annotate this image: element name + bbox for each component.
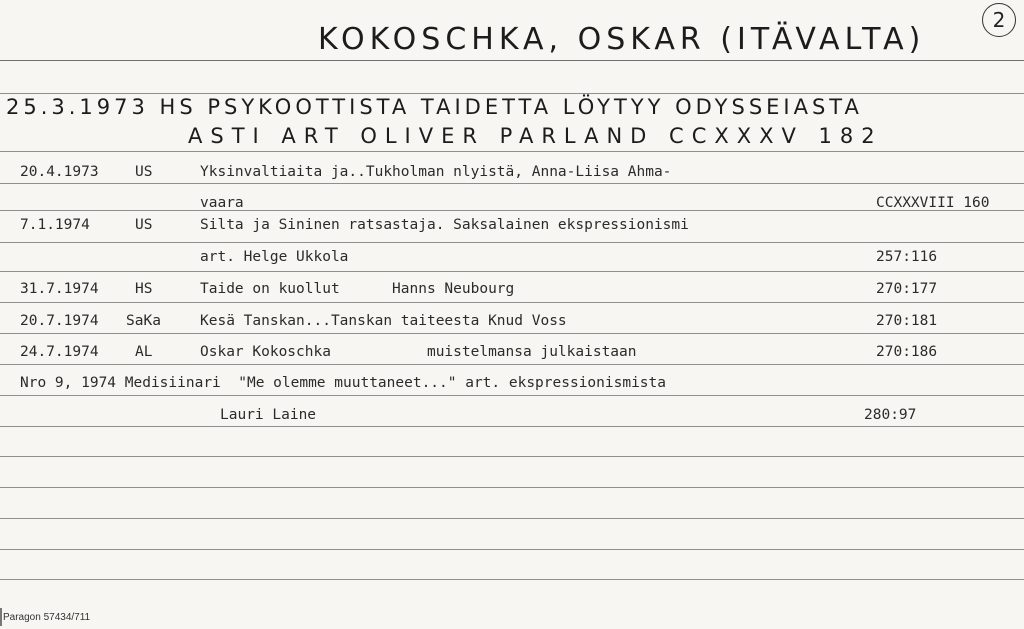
entry-source: US xyxy=(135,164,153,180)
entry-date: 31.7.1974 xyxy=(20,281,99,297)
ruled-line xyxy=(0,242,1024,243)
ruled-line xyxy=(0,487,1024,488)
card-number-badge: 2 xyxy=(982,3,1016,37)
ruled-line xyxy=(0,456,1024,457)
entry-author: Lauri Laine xyxy=(220,407,317,423)
entry-date: 24.7.1974 xyxy=(20,344,99,360)
entry-text: Yksinvaltiaita ja..Tukholman nlyistä, Anna-Liisa Ahma- xyxy=(200,164,672,180)
entry-source: AL xyxy=(135,344,153,360)
ruled-line xyxy=(0,302,1024,303)
entry-ref: 257:116 xyxy=(876,249,938,265)
entry-source: HS xyxy=(135,281,153,297)
entry-ref: 270:181 xyxy=(876,313,938,329)
printer-imprint: Paragon 57434/711 xyxy=(3,612,91,623)
ruled-line xyxy=(0,579,1024,580)
entry-source: US xyxy=(135,217,153,233)
entry-text: Kesä Tanskan...Tanskan taiteesta Knud Voss xyxy=(200,313,567,329)
entry-text: Silta ja Sininen ratsastaja. Saksalainen ekspressionismi xyxy=(200,217,689,233)
ruled-line xyxy=(0,183,1024,184)
ruled-line xyxy=(0,518,1024,519)
entry-date: 20.4.1973 xyxy=(20,164,99,180)
entry-ref: 270:186 xyxy=(876,344,938,360)
ruled-line xyxy=(0,210,1024,211)
ruled-line xyxy=(0,333,1024,334)
entry-source: SaKa xyxy=(126,313,161,329)
ruled-line xyxy=(0,151,1024,152)
entry-text: Oskar Kokoschka muistelmansa julkaistaan xyxy=(200,344,637,360)
entry-ref: 270:177 xyxy=(876,281,938,297)
entry-text: vaara xyxy=(200,195,244,211)
handwritten-entry-line-2: ASTI ART OLIVER PARLAND CCXXXV 182 xyxy=(188,124,883,148)
ruled-line xyxy=(0,93,1024,94)
entry-text: Taide on kuollut Hanns Neubourg xyxy=(200,281,515,297)
entry-date: 20.7.1974 xyxy=(20,313,99,329)
ruled-line xyxy=(0,364,1024,365)
ruled-line xyxy=(0,60,1024,61)
entry-ref: 280:97 xyxy=(864,407,917,423)
ruled-line xyxy=(0,271,1024,272)
card-edge-mark xyxy=(0,608,2,626)
card-heading: KOKOSCHKA, OSKAR (ITÄVALTA) xyxy=(318,22,926,57)
entry-date: 7.1.1974 xyxy=(20,217,90,233)
entry-text: Nro 9, 1974 Medisiinari "Me olemme muuttaneet..." art. ekspressionismista xyxy=(20,375,667,391)
ruled-line xyxy=(0,426,1024,427)
entry-text: art. Helge Ukkola xyxy=(200,249,349,265)
entry-ref: CCXXXVIII 160 xyxy=(876,195,990,211)
ruled-line xyxy=(0,395,1024,396)
ruled-line xyxy=(0,549,1024,550)
handwritten-entry-line-1: 25.3.1973 HS PSYKOOTTISTA TAIDETTA LÖYTYY ODYSSEIASTA xyxy=(6,95,863,119)
